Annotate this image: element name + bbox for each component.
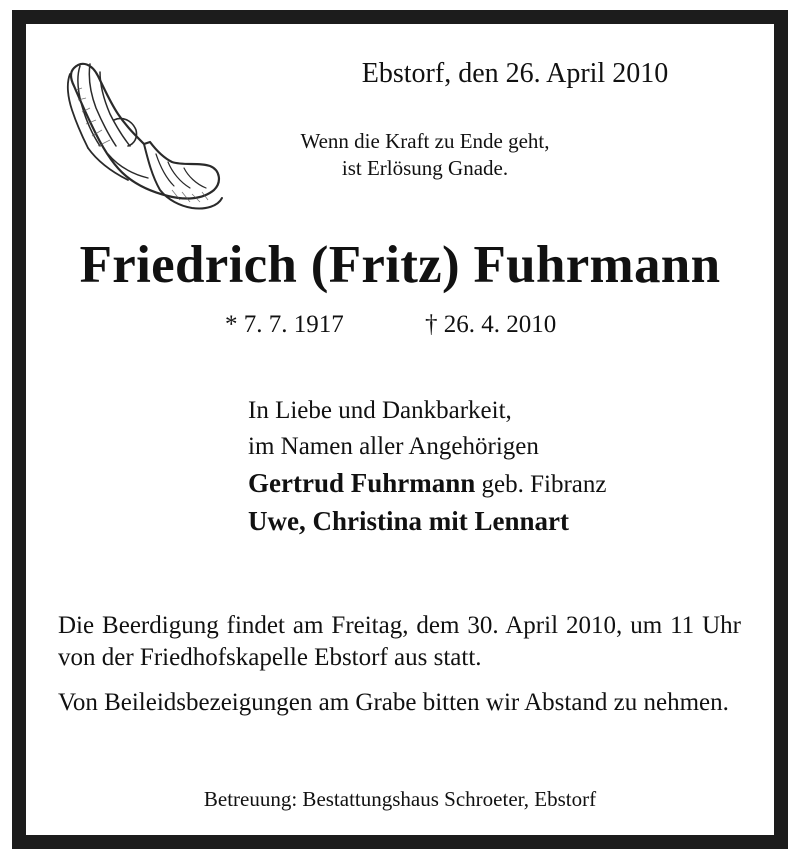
verse-line-2: ist Erlösung Gnade. [341,156,509,180]
condolence-notice: Von Beileidsbezeigungen am Grabe bitten wir Abstand zu nehmen. [58,689,729,716]
praying-hands-icon [52,50,227,225]
spouse-line [248,465,606,503]
place-date: Ebstorf, den 26. April 2010 [361,58,669,89]
verse [260,128,590,182]
birth-date: * 7. 7. 1917 [225,311,344,338]
deceased-name: Friedrich (Fritz) Fuhrmann [79,236,721,294]
family-line-1: In Liebe und Dankbarkeit, [248,397,512,424]
family-block [248,393,606,539]
children-line: Uwe, Christina mit Lennart [248,506,569,536]
spouse-name: Gertrud Fuhrmann [248,468,476,498]
death-date: † 26. 4. 2010 [425,311,557,338]
verse-line-1: Wenn die Kraft zu Ende geht, [300,129,550,153]
spouse-maiden-name: geb. Fibranz [481,471,607,498]
funeral-home: Betreuung: Bestattungshaus Schroeter, Ebstorf [203,787,597,811]
notices [58,610,741,719]
funeral-notice: Die Beerdigung findet am Freitag, dem 30. April 2010, um 11 Uhr von der Friedhofskapelle Ebstorf aus statt. [58,612,741,671]
family-line-2: im Namen aller Angehörigen [248,433,539,460]
